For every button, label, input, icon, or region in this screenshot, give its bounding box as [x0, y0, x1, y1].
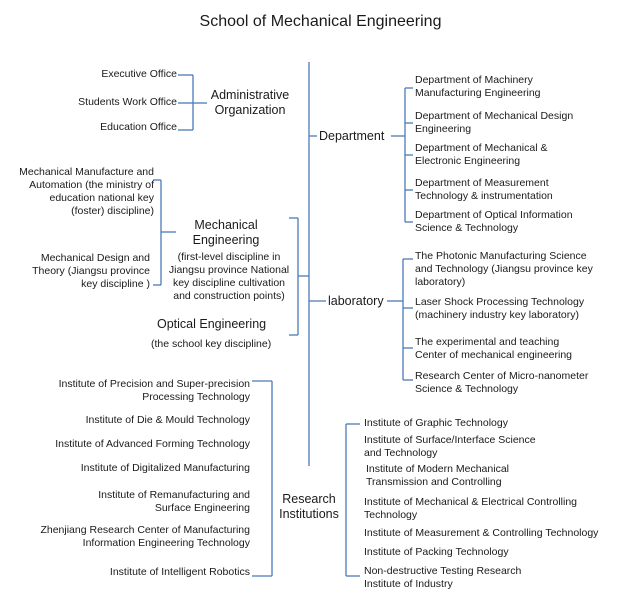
research-right-item: Non-destructive Testing Research Institute of Industry: [364, 565, 522, 590]
department-item: Department of Measurement Technology & instrumentation: [415, 177, 553, 202]
research-left-item: Institute of Digitalized Manufacturing: [80, 462, 250, 474]
research-right-item: Institute of Measurement & Controlling Technology: [364, 527, 599, 539]
optical-label: Optical Engineering: [157, 317, 267, 331]
laboratory-item: The experimental and teaching Center of mechanical engineering: [415, 336, 573, 361]
department-item: Department of Machinery Manufacturing Engineering: [415, 74, 541, 99]
research-right-item: Institute of Modern Mechanical Transmission and Controlling: [366, 463, 509, 488]
chart-title: School of Mechanical Engineering: [199, 13, 442, 30]
research-left-item: Institute of Die & Mould Technology: [85, 414, 250, 426]
laboratory-item: Research Center of Micro-nanometer Science & Technology: [415, 370, 589, 395]
research-right-item: Institute of Surface/Interface Science and Technology: [364, 434, 536, 459]
mech-sub: (first-level discipline in Jiangsu province National key discipline cultivation and construction points): [168, 251, 290, 302]
laboratory-item: The Photonic Manufacturing Science and Technology (Jiangsu province key laboratory): [415, 250, 593, 288]
mech-item: Mechanical Design and Theory (Jiangsu province key discipline ): [32, 252, 150, 290]
department-label: Department: [319, 129, 385, 143]
admin-item: Education Office: [100, 121, 177, 133]
research-left-item: Institute of Precision and Super-precision Processing Technology: [58, 378, 250, 403]
research-left-item: Institute of Advanced Forming Technology: [55, 438, 250, 450]
research-left-item: Zhenjiang Research Center of Manufacturing Information Engineering Technology: [40, 524, 250, 549]
research-left-item: Institute of Intelligent Robotics: [109, 566, 250, 578]
department-item: Department of Mechanical & Electronic Engineering: [415, 142, 548, 167]
laboratory-item: Laser Shock Processing Technology (machinery industry key laboratory): [415, 296, 585, 321]
mech-label: Mechanical Engineering: [192, 218, 260, 247]
admin-label: Administrative Organization: [210, 88, 290, 117]
department-item: Department of Optical Information Science & Technology: [415, 209, 573, 234]
laboratory-label: laboratory: [328, 294, 384, 308]
research-right-item: Institute of Packing Technology: [364, 546, 509, 558]
research-right-item: Institute of Graphic Technology: [364, 417, 508, 429]
admin-item: Students Work Office: [78, 96, 177, 108]
research-label: Research Institutions: [279, 492, 339, 521]
admin-item: Executive Office: [101, 68, 177, 80]
research-right-item: Institute of Mechanical & Electrical Controlling Technology: [364, 496, 578, 521]
optical-sub: (the school key discipline): [151, 338, 272, 350]
research-left-item: Institute of Remanufacturing and Surface Engineering: [98, 489, 250, 514]
department-item: Department of Mechanical Design Engineering: [415, 110, 574, 135]
mech-item: Mechanical Manufacture and Automation (the ministry of education national key (foster) discipline): [19, 166, 154, 217]
